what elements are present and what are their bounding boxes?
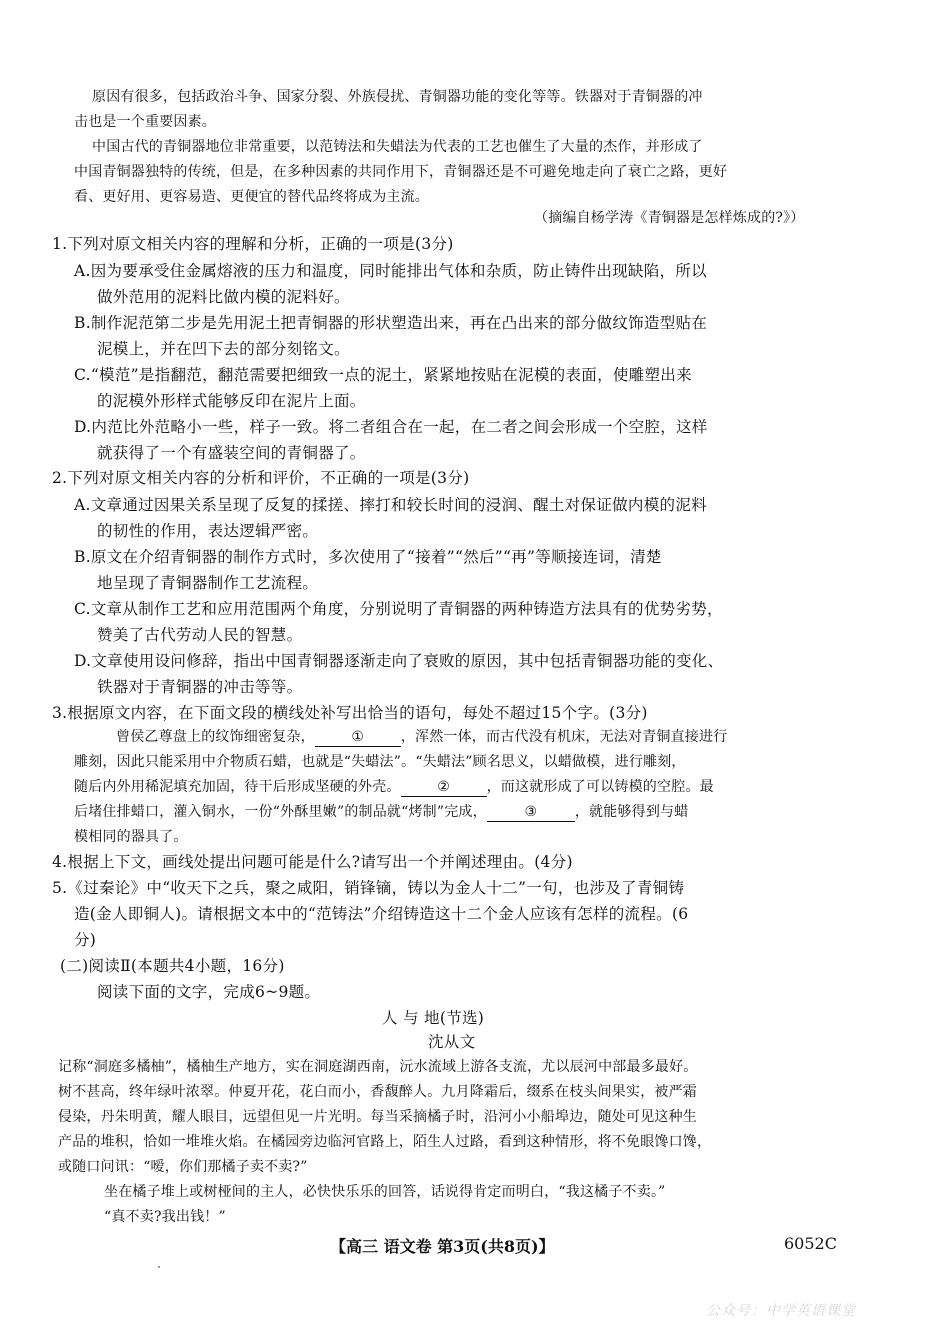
question-4-stem: 4.根据上下文，画线处提出问题可能是什么?请写出一个并阐述理由。(4分) <box>52 853 573 871</box>
article-paragraph-line: 中国古代的青铜器地位非常重要，以范铸法和失蜡法为代表的工艺也催生了大量的杰作，并形成了 <box>92 139 703 155</box>
q2-option-c: 赞美了古代劳动人民的智慧。 <box>97 626 303 644</box>
q2-option-d: D.文章使用设问修辞，指出中国青铜器逐渐走向了衰败的原因，其中包括青铜器功能的变化、 <box>74 652 724 670</box>
q3-passage-line: 模相同的器具了。 <box>74 829 188 845</box>
q3-passage-line: 雕刻，因此只能采用中介物质石蜡，也就是“失蜡法”。“失蜡法”顾名思义，以蜡做模，进行雕刻， <box>74 754 686 770</box>
passage-line: “真不卖?我出钱！” <box>104 1209 226 1225</box>
passage-author: 沈从文 <box>428 1033 476 1051</box>
fill-blank-1[interactable]: ① <box>315 728 401 747</box>
section-heading: (二)阅读Ⅱ(本题共4小题，16分) <box>60 957 285 975</box>
fill-blank-2[interactable]: ② <box>401 778 487 797</box>
exam-code: 6052C <box>784 1234 837 1253</box>
question-5-stem: 5.《过秦论》中“收天下之兵，聚之咸阳，销锋镝，铸以为金人十二”一句，也涉及了青铜铸 <box>52 879 685 897</box>
q1-option-c: 的泥模外形样式能够反印在泥片上面。 <box>97 392 366 410</box>
q1-option-a: 做外范用的泥料比做内模的泥料好。 <box>97 288 350 306</box>
article-paragraph-line: 原因有很多，包括政治斗争、国家分裂、外族侵扰、青铜器功能的变化等等。铁器对于青铜器的冲 <box>92 89 703 105</box>
q2-option-b: B.原文在介绍青铜器的制作方式时，多次使用了“接着”“然后”“再”等顺接连词，清楚 <box>74 548 662 566</box>
q3-passage-line: 曾侯乙尊盘上的纹饰细密复杂， ① ，浑然一体，而古代没有机床，无法对青铜直接进行 <box>116 729 728 745</box>
q1-option-a: A.因为要承受住金属熔液的压力和温度，同时能排出气体和杂质，防止铸件出现缺陷，所以 <box>74 262 707 280</box>
passage-line: 坐在橘子堆上或树桠间的主人，必快快乐乐的回答，话说得肯定而明白，“我这橘子不卖。” <box>104 1184 666 1200</box>
passage-line: 树不甚高，终年绿叶浓翠。仲夏开花，花白而小，香馥醉人。九月降霜后，缀系在枝头间果实，被严霜 <box>58 1084 697 1100</box>
section-instruction: 阅读下面的文字，完成6~9题。 <box>97 983 321 1001</box>
question-5-stem: 造(金人即铜人)。请根据文本中的“范铸法”介绍铸造这十二个金人应该有怎样的流程。(6 <box>74 905 689 923</box>
q2-option-a: A.文章通过因果关系呈现了反复的揉搓、摔打和较长时间的浸润、醒土对保证做内模的泥料 <box>74 496 707 514</box>
q2-option-a: 的韧性的作用，表达逻辑严密。 <box>97 522 319 540</box>
question-3-stem: 3.根据原文内容，在下面文段的横线处补写出恰当的语句，每处不超过15个字。(3分) <box>52 704 648 722</box>
passage-title: 人 与 地(节选) <box>382 1009 485 1027</box>
article-paragraph-line: 击也是一个重要因素。 <box>74 114 216 130</box>
article-paragraph-line: 中国青铜器独特的传统，但是，在多种因素的共同作用下，青铜器还是不可避免地走向了衰亡之路，更好 <box>74 164 728 180</box>
q2-option-c: C.文章从制作工艺和应用范围两个角度，分别说明了青铜器的两种铸造方法具有的优势劣势， <box>74 600 723 618</box>
article-paragraph-line: 看、更好用、更容易造、更便宜的替代品终将成为主流。 <box>74 189 429 205</box>
fill-blank-3[interactable]: ③ <box>487 803 575 822</box>
scan-speck <box>158 1266 160 1268</box>
article-source: （摘编自杨学涛《青铜器是怎样炼成的?》） <box>534 210 805 226</box>
q1-option-d: D.内范比外范略小一些，样子一致。将二者组合在一起，在二者之间会形成一个空腔，这样 <box>74 418 708 436</box>
passage-line: 侵染，丹朱明黄，耀人眼目，远望但见一片光明。每当采摘橘子时，沿河小小船埠边，随处可见这种生 <box>58 1109 697 1125</box>
question-2-stem: 2.下列对原文相关内容的分析和评价，不正确的一项是(3分) <box>52 469 470 487</box>
q2-option-b: 地呈现了青铜器制作工艺流程。 <box>97 574 319 592</box>
q1-option-d: 就获得了一个有盛装空间的青铜器了。 <box>97 444 366 462</box>
question-1-stem: 1.下列对原文相关内容的理解和分析，正确的一项是(3分) <box>52 235 454 253</box>
q1-option-c: C.“模范”是指翻范，翻范需要把细致一点的泥土，紧紧地按贴在泥模的表面，使雕塑出来 <box>74 366 692 384</box>
watermark: 公众号：中学英语课堂 <box>706 1303 856 1319</box>
q3-passage-line: 随后内外用稀泥填充加固，待干后形成坚硬的外壳。 ② ，而这就形成了可以铸模的空腔。最 <box>74 779 714 795</box>
q1-option-b: B.制作泥范第二步是先用泥土把青铜器的形状塑造出来，再在凸出来的部分做纹饰造型贴在 <box>74 314 708 332</box>
passage-line: 记称“洞庭多橘柚”，橘柚生产地方，实在洞庭湖西南，沅水流域上游各支流，尤以辰河中部最多最好。 <box>58 1059 698 1075</box>
q3-passage-line: 后堵住排蜡口，灌入铜水，一份“外酥里嫩”的制品就“烤制”完成， ③ ，就能够得到与蜡 <box>74 804 689 820</box>
passage-line: 产品的堆积，恰如一堆堆火焰。在橘园旁边临河官路上，陌生人过路，看到这种情形，将不免眼馋口馋， <box>58 1134 712 1150</box>
q1-option-b: 泥模上，并在凹下去的部分刻铭文。 <box>97 340 350 358</box>
passage-line: 或随口问讯：“嗳，你们那橘子卖不卖?” <box>58 1159 308 1175</box>
question-5-stem: 分) <box>74 931 97 949</box>
q2-option-d: 铁器对于青铜器的冲击等等。 <box>97 678 303 696</box>
page-footer-label: 【高三 语文卷 第3页(共8页)】 <box>330 1237 555 1256</box>
